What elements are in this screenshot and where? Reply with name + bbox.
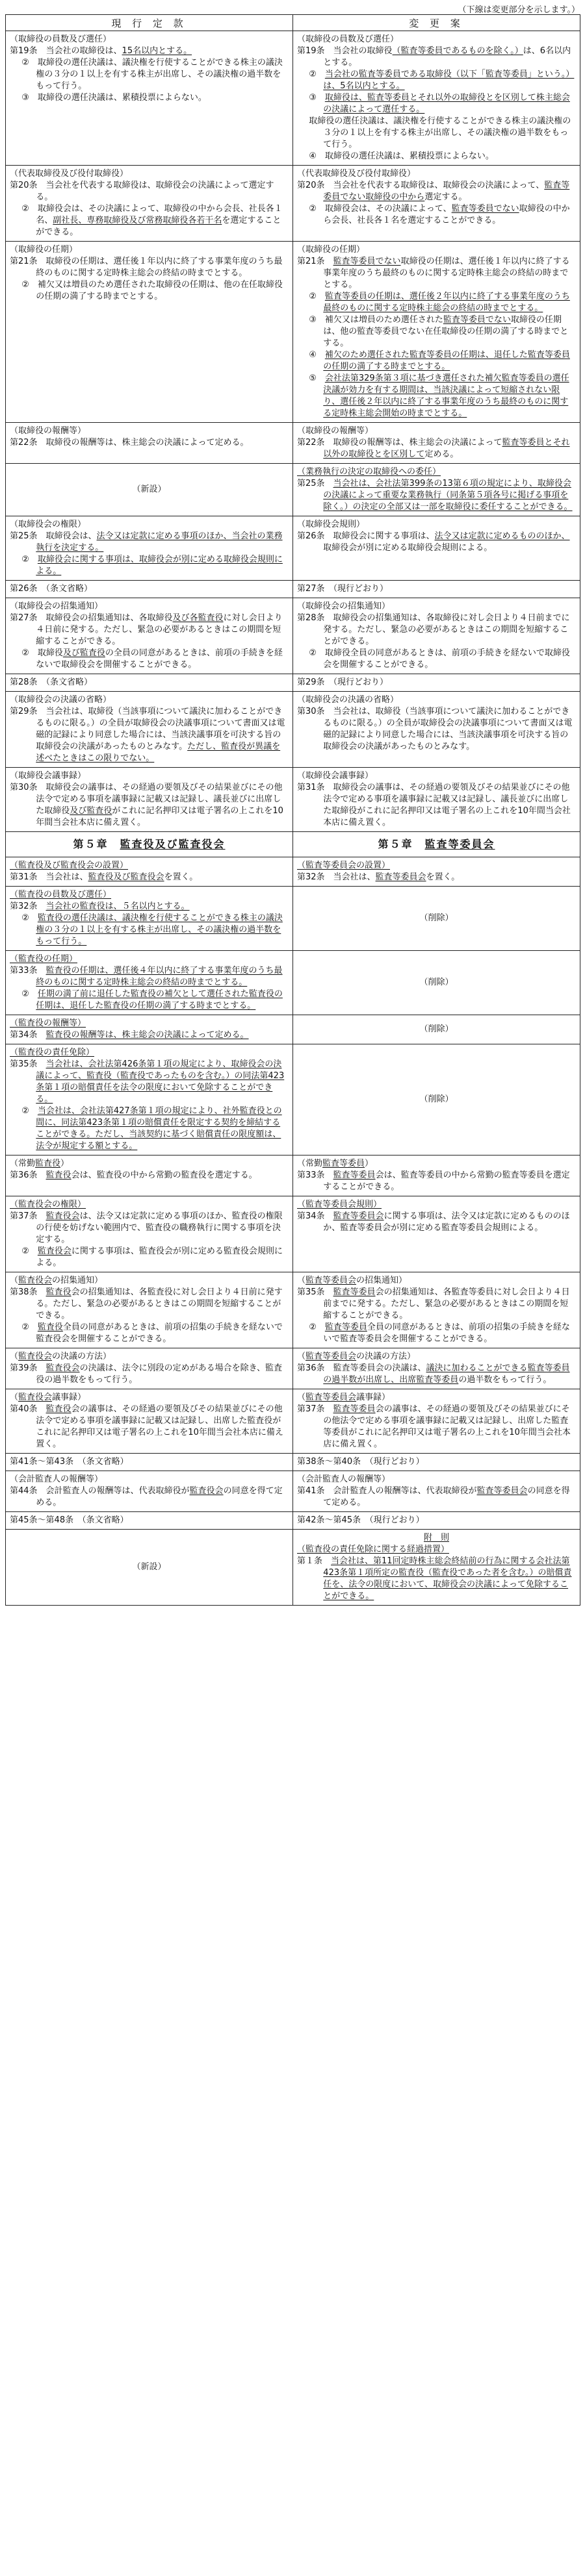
- changed-text: 監査等委員会: [306, 1352, 357, 1361]
- changed-text: 監査等委員会: [333, 1211, 384, 1221]
- proposed-article-cell: [293, 598, 580, 674]
- changed-text: （監査役の員数及び選任）: [10, 890, 112, 900]
- article-text: 第20条 当会社を代表する取締役は、取締役会の決議によって、監査等委員でない取締役の中から選定する。: [297, 181, 570, 202]
- article-text: 第32条 当会社は、監査等委員会を置く。: [297, 872, 460, 882]
- article-caption: （取締役の報酬等）: [297, 426, 374, 436]
- current-article-cell: [6, 832, 293, 857]
- article-paragraph: ② 補欠又は増員のため選任された取締役の任期は、他の在任取締役の任期の満了する時までとする。: [21, 280, 283, 301]
- changed-text: （監査役の責任免除）: [10, 1048, 95, 1057]
- table-row: [6, 1530, 580, 1606]
- article-paragraph: 取締役の選任決議は、議決権を行使することができる株主の議決権の３分の１以上を有する株主が出席し、その議決権の過半数をもって行う。: [309, 116, 571, 149]
- changed-text: （監査役の責任免除に関する経過措置）: [297, 1545, 450, 1554]
- article-caption: （監査等委員会の招集通知）: [297, 1276, 408, 1285]
- article-paragraph: ② 任期の満了前に退任した監査役の補欠として選任された監査役の任期は、退任した監査役の任期の満了する時までとする。: [21, 989, 283, 1011]
- article-caption: [10, 1199, 289, 1211]
- article-paragraph: ③ 取締役は、監査等委員とそれ以外の取締役とを区別して株主総会の決議によって選任する。: [309, 93, 570, 114]
- article-text: 第32条 当会社の監査役は、５名以内とする。: [10, 902, 190, 911]
- proposed-article-cell: [293, 464, 580, 516]
- article-text: 第31条 当会社は、監査役及び監査役会を置く。: [10, 872, 198, 882]
- table-row: [6, 464, 580, 516]
- article-text: 第１条 当会社は、第11回定時株主総会終結前の行為に関する会社法第423条第１項所定の監査役（監査役であった者を含む。）の賠償責任を、法令の限度において、取締役会の決議によって免除することができる。: [297, 1556, 572, 1601]
- proposed-article-cell: [293, 1471, 580, 1512]
- changed-text: 補欠のため選任された監査等委員の任期は、退任した監査等委員の任期の満了する時までとする。: [323, 350, 570, 372]
- changed-text: 監査等委員会: [476, 1486, 528, 1496]
- article-text: 第35条 監査等委員会の招集通知は、各監査等委員に対し会日より４日前までに発する。ただし、緊急の必要があるときはこの期間を短縮することができる。: [297, 1287, 570, 1320]
- table-row: [6, 516, 580, 581]
- changed-text: 監査等委員の任期は、選任後２年以内に終了する事業年度のうち最終のものに関する定時株主総会の終結の時までとする。: [323, 292, 570, 313]
- changed-text: 監査等委員: [333, 1170, 376, 1180]
- article-paragraph: ② 取締役及び監査役の全員の同意があるときは、前項の手続きを経ないで取締役会を開催することができる。: [21, 648, 283, 670]
- article-text: 第25条 取締役会は、法令又は定款に定める事項のほか、当会社の業務執行を決定する。: [10, 531, 283, 553]
- current-article-cell: [6, 31, 293, 166]
- table-row: [6, 581, 580, 598]
- article-text: 第28条 取締役会の招集通知は、各取締役に対し会日より４日前までに発する。ただし、緊急の必要があるときはこの期間を短縮することができる。: [297, 613, 570, 646]
- current-article-cell: [6, 768, 293, 832]
- proposed-article-cell: [293, 1015, 580, 1044]
- proposed-article-cell: [293, 423, 580, 464]
- proposed-article-cell: [293, 1389, 580, 1454]
- proposed-article-cell: [293, 857, 580, 887]
- changed-text: 監査役の報酬等は、株主総会の決議によって定める。: [46, 1030, 249, 1040]
- article-text: 第38条～第40条 （現行どおり）: [297, 1457, 424, 1467]
- article-caption: [10, 1018, 289, 1029]
- article-caption: [10, 953, 289, 965]
- changed-text: 及び各監査役: [172, 613, 224, 623]
- current-article-cell: [6, 1272, 293, 1348]
- table-row: [6, 598, 580, 674]
- article-caption: （常勤監査役）: [10, 1159, 70, 1168]
- article-text: 第27条 取締役会の招集通知は、各取締役及び各監査役に対し会日より４日前に発する。ただし、緊急の必要があるときはこの期間を短縮することができる。: [10, 613, 283, 646]
- article-caption: （会計監査人の報酬等）: [297, 1474, 391, 1484]
- article-caption: （取締役会の招集通知）: [297, 601, 391, 611]
- changed-text: 監査役会: [46, 1211, 80, 1221]
- article-text: 第26条 取締役会に関する事項は、法令又は定款に定めるもののほか、取締役会が別に定める取締役会規則による。: [297, 531, 570, 553]
- changed-text: （監査等委員会規則）: [297, 1200, 382, 1209]
- changed-text: 監査等委員でない: [443, 315, 511, 325]
- article-paragraph: ② 監査等委員全員の同意があるときは、前項の招集の手続きを経ないで監査等委員会を開催することができる。: [309, 1322, 570, 1344]
- changed-text: 監査役の任期は、選任後４年以内に終了する事業年度のうち最終のものに関する定時株主総会の終結の時までとする。: [36, 966, 283, 987]
- article-paragraph: ② 取締役全員の同意があるときは、前項の手続きを経ないで取締役会を開催することができる。: [309, 648, 570, 670]
- article-caption: （取締役会の招集通知）: [10, 601, 103, 611]
- table-row: [6, 951, 580, 1015]
- table-body: [6, 31, 580, 1606]
- changed-text: （監査役の任期）: [10, 954, 78, 964]
- proposed-article-cell: [293, 166, 580, 242]
- current-article-cell: [6, 1454, 293, 1471]
- table-row: [6, 1454, 580, 1471]
- article-paragraph: ② 監査役会に関する事項は、監査役会が別に定める監査役会規則による。: [21, 1246, 283, 1268]
- changed-text: 会社法第329条第３項に基づき選任された補欠監査等委員の選任決議が効力を有する期間は、当該決議によって短縮されない限り、選任後２年以内に終了する事業年度のうち最終のものに関する定時株主総会開始の時までとする。: [323, 373, 569, 418]
- article-paragraph: ④ 補欠のため選任された監査等委員の任期は、退任した監査等委員の任期の満了する時までとする。: [309, 350, 570, 372]
- article-caption: [10, 1047, 289, 1059]
- changed-text: 議決に加わることができる監査等委員の過半数が出席し、出席監査等委員: [323, 1363, 570, 1385]
- changed-text: 附 則: [423, 1533, 449, 1543]
- article-paragraph: ② 取締役会は、その決議によって、監査等委員でない取締役の中から会長、社長各１名を選定することができる。: [309, 204, 570, 225]
- current-article-cell: [6, 1015, 293, 1044]
- table-row: [6, 1348, 580, 1389]
- article-text: 第36条 監査役会は、監査役の中から常勤の監査役を選定する。: [10, 1170, 257, 1180]
- changed-text: （監査等委員会の設置）: [297, 861, 391, 870]
- article-text: 第30条 当会社は、取締役（当該事項について議決に加わることができるものに限る。）の全員が取締役会の決議事項について書面又は電磁的記録により同意した場合には、当該決議事項を可決する旨の取締役会の決議があったものとみなす。: [297, 707, 573, 751]
- changed-text: 当会社の監査役は、５名以内とする。: [46, 902, 190, 911]
- changed-text: 監査役及び監査役会: [120, 838, 226, 850]
- table-row: [6, 1389, 580, 1454]
- proposed-article-cell: [293, 1512, 580, 1530]
- article-text: 第41条 会計監査人の報酬等は、代表取締役が監査等委員会の同意を得て定める。: [297, 1486, 570, 1508]
- placeholder-text: （削除）: [419, 913, 454, 923]
- article-caption: （監査役会議事録）: [10, 1393, 86, 1402]
- table-row: [6, 1044, 580, 1155]
- article-text: 第36条 監査等委員会の決議は、議決に加わることができる監査等委員の過半数が出席し、出席監査等委員の過半数をもって行う。: [297, 1363, 570, 1385]
- changed-text: 監査等委員: [322, 1159, 365, 1168]
- article-caption: （取締役会議事録）: [297, 771, 374, 781]
- article-caption: [10, 860, 289, 872]
- chapter-heading: 第５章 監査役及び監査役会: [73, 838, 226, 850]
- table-row: [6, 1471, 580, 1512]
- current-article-cell: [6, 1530, 293, 1606]
- proposed-article-cell: [293, 887, 580, 951]
- changed-text: 監査役会: [189, 1486, 224, 1496]
- placeholder-text: （削除）: [419, 978, 454, 987]
- changed-text: 任期の満了前に退任した監査役の補欠として選任された監査役の任期は、退任した監査役の任期の満了する時までとする。: [36, 989, 283, 1011]
- article-paragraph: ② 監査役の選任決議は、議決権を行使することができる株主の議決権の３分の１以上を有する株主が出席し、その議決権の過半数をもって行う。: [21, 913, 283, 946]
- current-article-cell: [6, 1044, 293, 1155]
- changed-text: 法令又は定款に定める事項のほか、当会社の業務執行を決定する。: [36, 531, 283, 553]
- current-article-cell: [6, 166, 293, 242]
- changed-text: 副社長、専務取締役及び常務取締役各若干名: [53, 216, 222, 225]
- article-paragraph: ② 当会社は、会社法第427条第１項の規定により、社外監査役との間に、同法第423条第１項の賠償責任を限定する契約を締結することができる。ただし、当該契約に基づく賠償責任の限度額は、法令が規定する額とする。: [21, 1106, 282, 1151]
- article-caption: （取締役の員数及び選任）: [10, 34, 112, 44]
- underline-note: （下線は変更部分を示します。）: [458, 5, 580, 15]
- current-article-cell: [6, 674, 293, 692]
- changed-text: 監査等委員でない: [451, 204, 519, 214]
- changed-text: （業務執行の決定の取締役への委任）: [297, 467, 441, 477]
- table-row: [6, 423, 580, 464]
- article-text: 第41条～第43条 （条文省略）: [10, 1457, 129, 1467]
- current-articles-header: 現 行 定 款: [6, 15, 293, 31]
- proposed-article-cell: [293, 31, 580, 166]
- article-text: 第42条～第45条 （現行どおり）: [297, 1515, 424, 1525]
- placeholder-text: （削除）: [419, 1094, 454, 1104]
- table-row: [6, 832, 580, 857]
- changed-text: 監査役及び監査役会: [88, 872, 164, 882]
- article-text: 第30条 取締役会の議事は、その経過の要領及びその結果並びにその他法令で定める事項を議事録に記載又は記録し、議長並びに出席した取締役及び監査役がこれに記名押印又は電子署名の上これを10年間当会社本店に備え置く。: [10, 783, 283, 827]
- article-text: 第21条 取締役の任期は、選任後１年以内に終了する事業年度のうち最終のものに関する定時株主総会の終結の時までとする。: [10, 257, 283, 278]
- article-text: 第45条～第48条 （条文省略）: [10, 1515, 129, 1525]
- changed-text: 当会社は、会社法第426条第１項の規定により、取締役会の決議によって、監査役（監査役であったものを含む。）の同法第423条第１項の賠償責任を法令の限度において免除することができる。: [36, 1059, 285, 1104]
- proposed-article-cell: [293, 1196, 580, 1272]
- article-paragraph: ④ 取締役の選任決議は、累積投票によらない。: [309, 151, 494, 161]
- table-row: [6, 1155, 580, 1196]
- changed-text: 及び監査役: [70, 806, 112, 816]
- changed-text: 監査等委員: [333, 1287, 376, 1297]
- changed-text: 監査役: [46, 1287, 72, 1297]
- proposed-article-cell: [293, 516, 580, 581]
- chapter-heading: 第５章 監査等委員会: [378, 838, 495, 850]
- changed-text: ただし、監査役が異議を述べたときはこの限りでない。: [36, 742, 281, 763]
- changed-text: 監査等委員会: [306, 1276, 357, 1285]
- proposed-article-cell: [293, 1272, 580, 1348]
- article-text: 第21条 監査等委員でない取締役の任期は、選任後１年以内に終了する事業年度のうち最終のものに関する定時株主総会の終結の時までとする。: [297, 257, 570, 290]
- article-paragraph: ② 監査役全員の同意があるときは、前項の招集の手続きを経ないで監査役会を開催することができる。: [21, 1322, 283, 1344]
- article-text: 第25条 当会社は、会社法第399条の13第６項の規定により、取締役会の決議によって重要な業務執行（同条第５項各号に掲げる事項を除く。）の決定の全部又は一部を取締役に委任することができる。: [297, 479, 573, 512]
- article-caption: （取締役の任期）: [297, 245, 365, 255]
- article-caption: （取締役会議事録）: [10, 771, 86, 781]
- article-text: 第29条 （現行どおり）: [297, 677, 389, 687]
- article-text: 第40条 監査役会の議事は、その経過の要領及びその結果並びにその他法令で定める事項を議事録に記載又は記録し、出席した監査役がこれに記名押印又は電子署名の上これを10年間当会社本店に備え置く。: [10, 1404, 283, 1449]
- current-article-cell: [6, 951, 293, 1015]
- changed-text: 監査等委員: [333, 1404, 376, 1414]
- article-text: 第35条 当会社は、会社法第426条第１項の規定により、取締役会の決議によって、監査役（監査役であったものを含む。）の同法第423条第１項の賠償責任を法令の限度において免除することができる。: [10, 1059, 285, 1104]
- supplementary-heading: [297, 1532, 576, 1544]
- changed-text: 当会社の監査等委員である取締役（以下「監査等委員」という。）は、5名以内とする。: [323, 69, 575, 91]
- article-text: 第19条 当会社の取締役は、15名以内とする。: [10, 46, 192, 56]
- table-row: [6, 692, 580, 768]
- current-article-cell: [6, 1471, 293, 1512]
- article-text: 第37条 監査等委員会の議事は、その経過の要領及びその結果並びにその他法令で定める事項を議事録に記載又は記録し、出席した監査等委員がこれに記名押印又は電子署名の上これを10年間当会社本店に備え置く。: [297, 1404, 571, 1449]
- current-article-cell: [6, 1196, 293, 1272]
- current-article-cell: [6, 423, 293, 464]
- current-article-cell: [6, 516, 293, 581]
- proposed-article-cell: [293, 1155, 580, 1196]
- current-article-cell: [6, 598, 293, 674]
- article-paragraph: ② 当会社の監査等委員である取締役（以下「監査等委員」という。）は、5名以内とする。: [309, 69, 575, 91]
- article-caption: （会計監査人の報酬等）: [10, 1474, 103, 1484]
- placeholder-text: （新設）: [132, 1562, 166, 1572]
- table-row: [6, 1512, 580, 1530]
- current-article-cell: [6, 1155, 293, 1196]
- current-article-cell: [6, 692, 293, 768]
- current-article-cell: [6, 1389, 293, 1454]
- current-article-cell: [6, 1348, 293, 1389]
- article-caption: [10, 889, 289, 901]
- article-text: 第28条 （条文省略）: [10, 677, 93, 687]
- article-caption: （取締役会の権限）: [10, 520, 86, 529]
- article-caption: （監査等委員会の決議の方法）: [297, 1352, 416, 1361]
- article-caption: （監査等委員会議事録）: [297, 1393, 391, 1402]
- changed-text: 監査等委員でない: [333, 257, 401, 266]
- changed-text: 監査等委員会: [375, 872, 426, 882]
- table-row: [6, 1196, 580, 1272]
- current-article-cell: [6, 464, 293, 516]
- changed-text: 監査役会: [46, 1363, 80, 1373]
- changed-text: 当会社は、会社法第399条の13第６項の規定により、取締役会の決議によって重要な業務執行（同条第５項各号に掲げる事項を除く。）の決定の全部又は一部を取締役に委任することができる。: [323, 479, 573, 512]
- changed-text: 監査役: [46, 1170, 72, 1180]
- article-text: 第44条 会計監査人の報酬等は、代表取締役が監査役会の同意を得て定める。: [10, 1486, 283, 1508]
- article-caption: [297, 1199, 576, 1211]
- article-caption: （常勤監査等委員）: [297, 1159, 374, 1168]
- article-paragraph: ② 監査等委員の任期は、選任後２年以内に終了する事業年度のうち最終のものに関する定時株主総会の終結の時までとする。: [309, 292, 570, 313]
- current-article-cell: [6, 1512, 293, 1530]
- changed-text: 当会社は、会社法第427条第１項の規定により、社外監査役との間に、同法第423条第１項の賠償責任を限定する契約を締結することができる。ただし、当該契約に基づく賠償責任の限度額は、法令が規定する額とする。: [36, 1106, 282, 1151]
- article-text: 第39条 監査役会の決議は、法令に別段の定めがある場合を除き、監査役の過半数をもって行う。: [10, 1363, 283, 1385]
- article-paragraph: ③ 補欠又は増員のため選任された監査等委員でない取締役の任期は、他の監査等委員でない在任取締役の任期の満了する時までとする。: [309, 315, 569, 348]
- changed-text: 監査等委員会: [306, 1393, 357, 1402]
- changed-text: （監査役の報酬等）: [10, 1018, 86, 1028]
- changed-text: 取締役は、監査等委員とそれ以外の取締役とを区別して株主総会の決議によって選任する。: [323, 93, 570, 114]
- changed-text: 監査等委員でない取締役の中から: [323, 181, 570, 202]
- changed-text: 監査役: [46, 1404, 72, 1414]
- article-text: 第22条 取締役の報酬等は、株主総会の決議によって定める。: [10, 438, 249, 448]
- article-text: 第27条 （現行どおり）: [297, 584, 389, 594]
- article-text: 第37条 監査役会は、法令又は定款に定める事項のほか、監査役の権限の行使を妨げない範囲内で、監査役の職務執行に関する事項を決定する。: [10, 1211, 283, 1244]
- article-caption: （監査役会の決議の方法）: [10, 1352, 112, 1361]
- proposed-article-cell: [293, 951, 580, 1015]
- proposed-article-cell: [293, 692, 580, 768]
- changed-text: 監査等委員会: [424, 838, 495, 850]
- article-text: 第34条 監査役の報酬等は、株主総会の決議によって定める。: [10, 1030, 249, 1040]
- article-paragraph: ② 取締役会に関する事項は、取締役会が別に定める取締役会規則による。: [21, 555, 283, 576]
- article-caption: [297, 860, 576, 872]
- table-header-row: [6, 15, 580, 31]
- proposed-article-cell: [293, 768, 580, 832]
- article-caption: （取締役会規則）: [297, 520, 365, 529]
- changed-text: 監査役の選任決議は、議決権を行使することができる株主の議決権の３分の１以上を有する株主が出席し、その議決権の過半数をもって行う。: [36, 913, 283, 946]
- article-text: 第33条 監査役の任期は、選任後４年以内に終了する事業年度のうち最終のものに関する定時株主総会の終結の時までとする。: [10, 966, 283, 987]
- proposed-article-cell: [293, 674, 580, 692]
- table-row: [6, 1015, 580, 1044]
- article-caption: （取締役会の決議の省略）: [10, 695, 112, 705]
- proposed-article-cell: [293, 1454, 580, 1471]
- article-caption: [297, 1544, 576, 1556]
- proposed-article-cell: [293, 832, 580, 857]
- changed-text: 監査等委員とそれ以外の取締役とを区別して: [323, 438, 570, 459]
- proposed-article-cell: [293, 1348, 580, 1389]
- article-caption: （取締役の任期）: [10, 245, 78, 255]
- article-caption: （監査役会の招集通知）: [10, 1276, 103, 1285]
- table-row: [6, 768, 580, 832]
- article-caption: [297, 466, 576, 478]
- current-article-cell: [6, 887, 293, 951]
- changed-text: （監査役及び監査役会の設置）: [10, 861, 129, 870]
- placeholder-text: （新設）: [132, 485, 166, 494]
- proposed-article-cell: [293, 1530, 580, 1606]
- changed-text: 当会社は、第11回定時株主総会終結前の行為に関する会社法第423条第１項所定の監査役（監査役であった者を含む。）の賠償責任を、法令の限度において、取締役会の決議によって免除することができる。: [323, 1556, 572, 1601]
- article-text: 第31条 取締役会の議事は、その経過の要領及びその結果並びにその他法令で定める事項を議事録に記載又は記録し、議長並びに出席した取締役がこれに記名押印又は電子署名の上これを10年間当会社本店に備え置く。: [297, 783, 571, 827]
- article-text: 第38条 監査役会の招集通知は、各監査役に対し会日より４日前に発する。ただし、緊急の必要があるときはこの期間を短縮することができる。: [10, 1287, 283, 1320]
- proposed-article-cell: [293, 242, 580, 423]
- table-row: [6, 674, 580, 692]
- changed-text: 15名以内とする。: [122, 46, 192, 56]
- article-text: 第22条 取締役の報酬等は、株主総会の決議によって監査等委員とそれ以外の取締役とを区別して定める。: [297, 438, 570, 459]
- article-text: 第29条 当会社は、取締役（当該事項について議決に加わることができるものに限る。）の全員が取締役会の決議事項について書面又は電磁的記録により同意した場合には、当該決議事項を可決する旨の取締役会の決議があったものとみなす。ただし、監査役が異議を述べたときはこの限りでない。: [10, 707, 285, 763]
- changed-text: 監査役会: [18, 1393, 53, 1402]
- article-caption: （取締役の員数及び選任）: [297, 34, 399, 44]
- table-row: [6, 857, 580, 887]
- changed-text: 監査役会: [37, 1246, 72, 1256]
- article-paragraph: ③ 取締役の選任決議は、累積投票によらない。: [21, 93, 207, 103]
- article-caption: （取締役の報酬等）: [10, 426, 86, 436]
- article-text: 第19条 当会社の取締役（監査等委員であるものを除く。）は、6名以内とする。: [297, 46, 571, 68]
- article-caption: （代表取締役及び役付取締役）: [297, 169, 416, 179]
- proposed-amendment-header: 変 更 案: [293, 15, 580, 31]
- changed-text: 監査役会: [18, 1276, 53, 1285]
- table-row: [6, 887, 580, 951]
- changed-text: 監査役会: [18, 1352, 53, 1361]
- changed-text: 監査役: [37, 1322, 63, 1332]
- article-text: 第26条 （条文省略）: [10, 584, 93, 594]
- article-paragraph: ② 取締役の選任決議は、議決権を行使することができる株主の議決権の３分の１以上を有する株主が出席し、その議決権の過半数をもって行う。: [21, 58, 283, 91]
- article-paragraph: ② 取締役会は、その決議によって、取締役の中から会長、社長各１名、副社長、専務取締役及び常務取締役各若干名を選定することができる。: [21, 204, 283, 237]
- article-text: 第33条 監査等委員会は、監査等委員の中から常勤の監査等委員を選定することができる。: [297, 1170, 570, 1192]
- changed-text: 法令又は定款に定めるもののほか、: [434, 531, 570, 541]
- table-row: [6, 242, 580, 423]
- changed-text: 監査役: [35, 1159, 61, 1168]
- changed-text: 及び監査役: [62, 648, 105, 658]
- article-paragraph: ⑤ 会社法第329条第３項に基づき選任された補欠監査等委員の選任決議が効力を有する期間は、当該決議によって短縮されない限り、選任後２年以内に終了する事業年度のうち最終のものに関する定時株主総会開始の時までとする。: [309, 373, 569, 418]
- article-caption: （代表取締役及び役付取締役）: [10, 169, 129, 179]
- current-article-cell: [6, 581, 293, 598]
- table-row: [6, 1272, 580, 1348]
- changed-text: （監査役会の権限）: [10, 1200, 86, 1209]
- article-caption: （取締役会の決議の省略）: [297, 695, 399, 705]
- proposed-article-cell: [293, 1044, 580, 1155]
- proposed-article-cell: [293, 581, 580, 598]
- placeholder-text: （削除）: [419, 1024, 454, 1034]
- current-article-cell: [6, 242, 293, 423]
- current-article-cell: [6, 857, 293, 887]
- changed-text: 取締役会に関する事項は、取締役会が別に定める取締役会規則による。: [36, 555, 283, 576]
- changed-text: （監査等委員であるものを除く。）: [392, 46, 523, 56]
- article-text: 第34条 監査等委員会に関する事項は、法令又は定款に定めるもののほか、監査等委員会が別に定める監査等委員会規則による。: [297, 1211, 570, 1233]
- changed-text: 監査等委員: [324, 1322, 367, 1332]
- table-row: [6, 31, 580, 166]
- articles-comparison-table: [5, 14, 580, 1606]
- article-text: 第20条 当会社を代表する取締役は、取締役会の決議によって選定する。: [10, 181, 274, 202]
- table-row: [6, 166, 580, 242]
